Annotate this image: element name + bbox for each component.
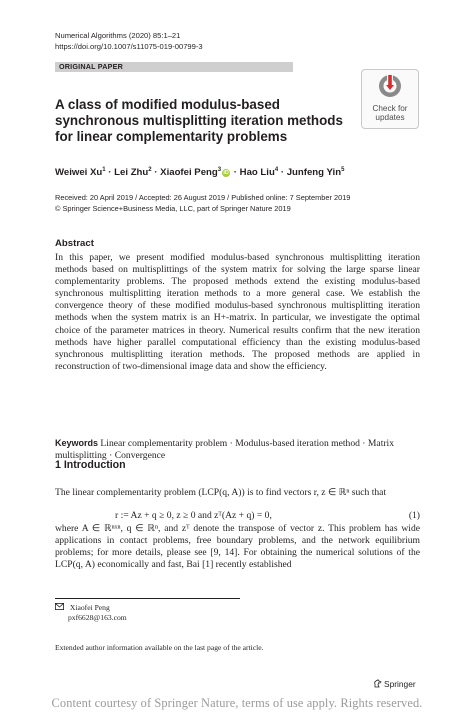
abstract-heading: Abstract xyxy=(55,238,94,249)
orcid-icon[interactable]: iD xyxy=(223,170,229,177)
intro-paragraph-2 xyxy=(55,523,420,571)
publisher-name: Springer xyxy=(384,679,416,689)
footnote-divider xyxy=(55,598,240,599)
paper-title: A class of modified modulus-based synchronous multisplitting iteration methods for linear complementarity problems xyxy=(55,97,343,144)
equation-body: r := Az + q ≥ 0, z ≥ 0 and zᵀ(Az + q) = 0, xyxy=(115,510,272,521)
publisher-logo xyxy=(373,679,416,690)
corresponding-author xyxy=(55,603,110,613)
journal-header xyxy=(55,30,203,52)
badge-line-2: updates xyxy=(375,113,405,122)
check-for-updates-badge[interactable] xyxy=(361,69,419,129)
author-separator: · xyxy=(108,167,112,179)
article-type-bar xyxy=(55,62,293,72)
history-dates: Received: 20 April 2019 / Accepted: 26 August 2019 / Published online: 7 September 2019 xyxy=(55,193,351,202)
keywords-text: Linear complementarity problem · Modulus-based iteration method · Matrix multisplitting · Convergence xyxy=(55,438,395,462)
author-name[interactable]: Xiaofei Peng xyxy=(160,167,218,179)
author-name[interactable]: Junfeng Yin xyxy=(286,167,342,179)
author-affiliation: 1 xyxy=(102,167,106,173)
doi-link[interactable]: https://doi.org/10.1007/s11075-019-00799-3 xyxy=(55,42,203,51)
corresponding-author-email[interactable]: pxf6628@163.com xyxy=(68,613,127,622)
springer-horse-icon xyxy=(373,679,382,690)
article-history xyxy=(55,192,350,214)
author-name[interactable]: Lei Zhu xyxy=(114,167,149,179)
intro-text-2: where A ∈ ℝⁿˣⁿ, q ∈ ℝⁿ, and zᵀ denote the transpose of vector z. This problem has wide applications in contact problems, free boundary problems, and the network equilibrium problems; for more details, please see [9, 14]. For obtaining the numerical solutions of the LCP(q, A) economically and fast, Bai [1] recently established xyxy=(55,523,420,571)
badge-line-1: Check for xyxy=(372,104,408,113)
extended-author-info: Extended author information available on the last page of the article. xyxy=(55,643,264,652)
abstract-body xyxy=(55,252,420,373)
crossmark-icon xyxy=(378,74,402,98)
author-name[interactable]: Hao Liu xyxy=(239,167,275,179)
author-separator: · xyxy=(154,167,158,179)
author-separator: · xyxy=(280,167,285,179)
author-separator: · xyxy=(233,167,237,179)
article-type-label: ORIGINAL PAPER xyxy=(59,62,124,71)
corresponding-author-name: Xiaofei Peng xyxy=(69,603,110,612)
copyright-line: © Springer Science+Business Media, LLC, part of Springer Nature 2019 xyxy=(55,204,291,213)
introduction-heading: 1 Introduction xyxy=(55,459,126,471)
author-list xyxy=(55,164,344,179)
intro-paragraph-1 xyxy=(55,487,420,499)
author-name[interactable]: Weiwei Xu xyxy=(55,167,103,179)
intro-text-1: The linear complementarity problem (LCP(q, A)) is to find vectors r, z ∈ ℝⁿ such that xyxy=(55,487,387,498)
author-affiliation: 5 xyxy=(341,167,345,173)
journal-citation: Numerical Algorithms (2020) 85:1–21 xyxy=(55,31,181,40)
courtesy-notice: Content courtesy of Springer Nature, terms of use apply. Rights reserved. xyxy=(51,696,423,710)
equation-number: (1) xyxy=(408,510,420,521)
author-affiliation: 2 xyxy=(148,167,152,173)
author-affiliation: 3 xyxy=(217,167,222,173)
envelope-icon xyxy=(55,603,64,613)
keywords-label: Keywords xyxy=(55,438,99,448)
abstract-text: In this paper, we present modified modulus-based synchronous multisplitting iteration methods based on multisplittings of the system matrix for solving the large sparse linear complementarity problems. The proposed methods extend the existing modulus-based synchronous multisplitting iteration methods to a more general case. We establish the convergence theory of these modified modulus-based synchronous multisplitting iteration methods when the system matrix is an H+-matrix. In particular, we investigate the optimal choice of the parameter matrices in theory. Numerical results confirm that the new iteration methods have higher parallel computational efficiency than the existing modulus-based synchronous multisplitting iteration methods. The proposed methods are applied in reconstruction of two-dimensional image data and show the efficiency. xyxy=(55,252,420,372)
author-affiliation: 4 xyxy=(274,167,279,173)
